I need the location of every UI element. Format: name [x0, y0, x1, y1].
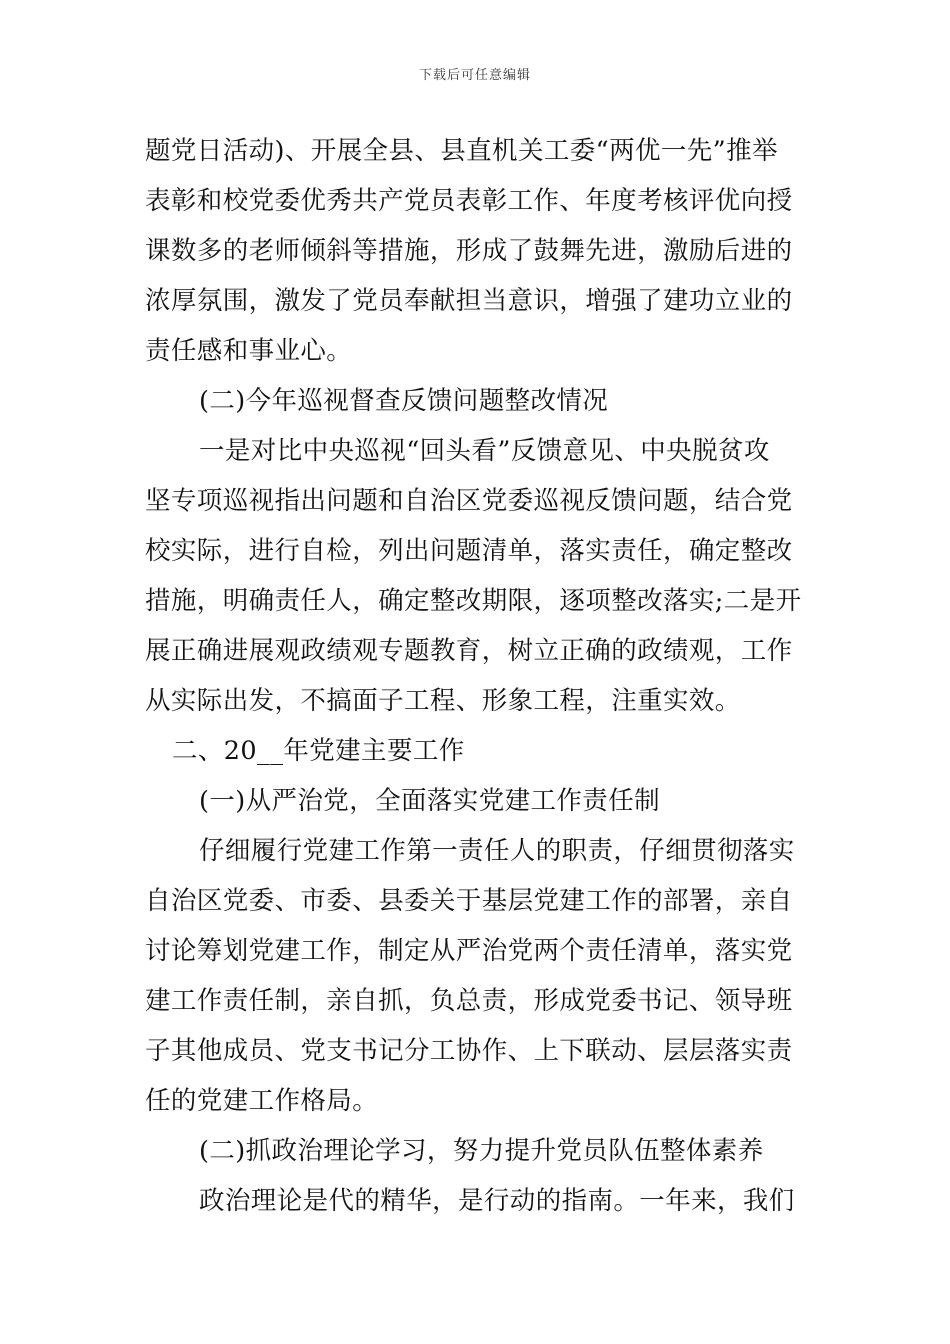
- page-header-note: 下载后可任意编辑: [418, 68, 531, 83]
- text-line: 题党日活动)、开展全县、县直机关工委“两优一先”推举: [145, 136, 778, 166]
- section-heading: (一)从严治党，全面落实党建工作责任制: [199, 786, 660, 816]
- text-line: 自治区党委、市委、县委关于基层党建工作的部署，亲自: [145, 886, 793, 916]
- text-line: 从实际出发，不搞面子工程、形象工程，注重实效。: [145, 686, 741, 716]
- text-line: 建工作责任制，亲自抓，负总责，形成党委书记、领导班: [145, 986, 793, 1016]
- text-line: 校实际，进行自检，列出问题清单，落实责任，确定整改: [145, 536, 793, 566]
- section-heading: (二)今年巡视督查反馈问题整改情况: [199, 386, 609, 416]
- paragraph-start: 仔细履行党建工作第一责任人的职责，仔细贯彻落实: [199, 836, 795, 866]
- text-line: 展正确进展观政绩观专题教育，树立正确的政绩观，工作: [145, 636, 793, 666]
- text-line: 表彰和校党委优秀共产党员表彰工作、年度考核评优向授: [145, 186, 793, 216]
- text-line: 课数多的老师倾斜等措施，形成了鼓舞先进，激励后进的: [145, 236, 793, 266]
- text-line: 措施，明确责任人，确定整改期限，逐项整改落实;二是开: [145, 586, 802, 616]
- text-line: 责任感和事业心。: [145, 336, 353, 366]
- text-line: 任的党建工作格局。: [145, 1086, 379, 1116]
- paragraph-start: 一是对比中央巡视“回头看”反馈意见、中央脱贫攻: [199, 436, 770, 466]
- section-heading: (二)抓政治理论学习，努力提升党员队伍整体素养: [199, 1136, 764, 1166]
- text-line: 浓厚氛围，激发了党员奉献担当意识，增强了建功立业的: [145, 286, 793, 316]
- text-line: 子其他成员、党支书记分工协作、上下联动、层层落实责: [145, 1036, 793, 1066]
- document-body: [145, 126, 810, 1226]
- paragraph-start: 政治理论是代的精华，是行动的指南。一年来，我们: [199, 1186, 795, 1216]
- text-line: 坚专项巡视指出问题和自治区党委巡视反馈问题，结合党: [145, 486, 793, 516]
- chapter-heading: 二、20__年党建主要工作: [172, 736, 465, 766]
- text-line: 讨论筹划党建工作，制定从严治党两个责任清单，落实党: [145, 936, 793, 966]
